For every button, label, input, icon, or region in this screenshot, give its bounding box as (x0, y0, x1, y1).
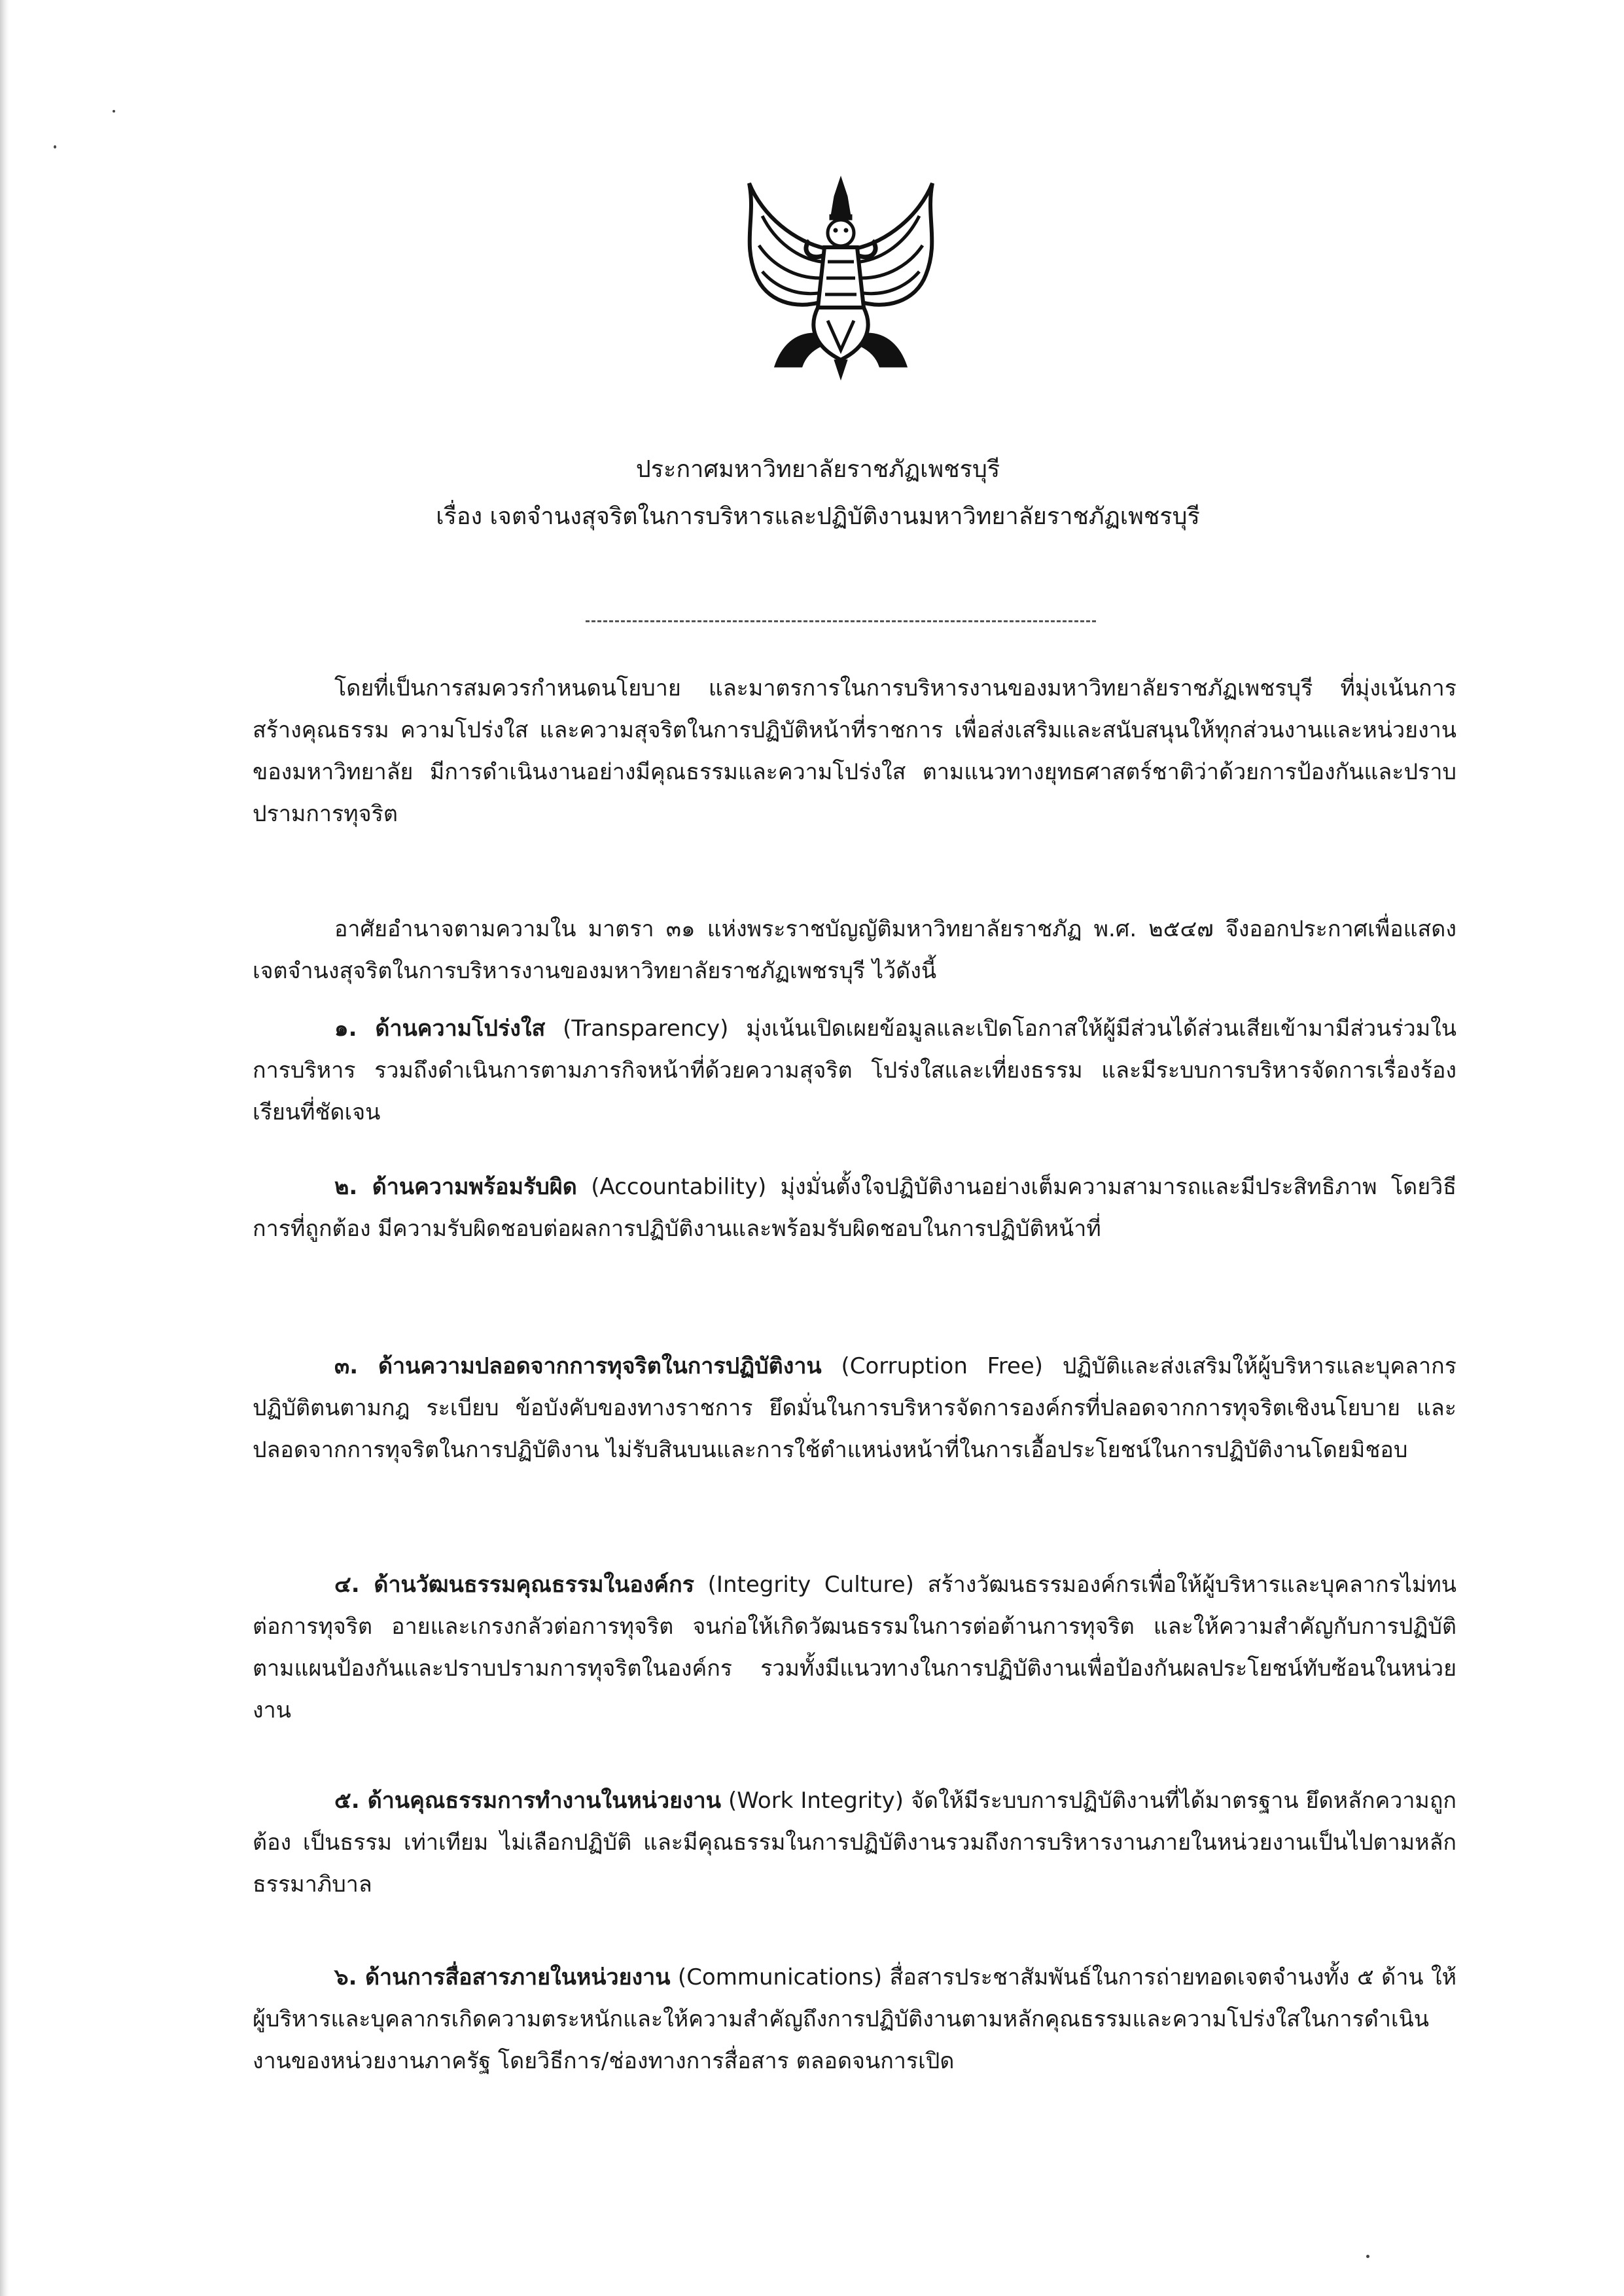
policy-item (253, 1008, 1456, 1133)
authority-paragraph (253, 908, 1456, 992)
policy-item (253, 1345, 1456, 1471)
intro-paragraph (253, 667, 1456, 835)
policy-item-heading: ๖. ด้านการสื่อสารภายในหน่วยงาน (334, 1964, 671, 1990)
scan-edge-shadow (0, 0, 9, 2296)
policy-item-heading: ๔. ด้านวัฒนธรรมคุณธรรมในองค์กร (334, 1572, 694, 1598)
policy-item-body: (Accountability) มุ่งมั่นตั้งใจปฏิบัติงานอย่างเต็มความสามารถและมีประสิทธิภาพ โดยวิธีการที่ถูกต้อง มีความรับผิดชอบต่อผลการปฏิบัติงานและพร้อมรับผิดชอบในการปฏิบัติหน้าที่ (253, 1174, 1456, 1242)
policy-item (253, 1780, 1456, 1905)
policy-item (253, 1956, 1456, 2082)
policy-item-heading: ๕. ด้านคุณธรรมการทำงานในหน่วยงาน (334, 1788, 721, 1814)
policy-item-heading: ๑. ด้านความโปร่งใส (334, 1016, 546, 1042)
scan-speck (1366, 2255, 1369, 2258)
policy-item-heading: ๓. ด้านความปลอดจากการทุจริตในการปฏิบัติงาน (334, 1353, 822, 1379)
scan-speck (113, 110, 115, 113)
policy-item-body: (Integrity Culture) สร้างวัฒนธรรมองค์กรเพื่อให้ผู้บริหารและบุคลากรไม่ทนต่อการทุจริต อายและเกรงกลัวต่อการทุจริต จนก่อให้เกิดวัฒนธรรมในการต่อต้านการทุจริต และให้ความสำคัญกับการปฏิบัติตามแผนป้องกันและปราบปรามการทุจริตในองค์กร รวมทั้งมีแนวทางในการปฏิบัติงานเพื่อป้องกันผลประโยชน์ทับซ้อนในหน่วยงาน (253, 1572, 1456, 1723)
announcement-title: ประกาศมหาวิทยาลัยราชภัฏเพชรบุรี (635, 456, 1000, 483)
policy-item-body: (Corruption Free) ปฏิบัติและส่งเสริมให้ผู้บริหารและบุคลากรปฏิบัติตนตามกฎ ระเบียบ ข้อบังคับของทางราชการ ยึดมั่นในการบริหารจัดการองค์กรที่ปลอดจากการทุจริตเชิงนโยบาย และปลอดจากการทุจริตในการปฏิบัติงาน ไม่รับสินบนและการใช้ตำแหน่งหน้าที่ในการเอื้อประโยชน์ในการปฏิบัติงานโดยมิชอบ (253, 1353, 1456, 1463)
policy-item-heading: ๒. ด้านความพร้อมรับผิด (334, 1174, 577, 1200)
title-divider (586, 620, 1096, 622)
subject-line: เรื่อง เจตจำนงสุจริตในการบริหารและปฏิบัติงานมหาวิทยาลัยราชภัฏเพชรบุรี (436, 503, 1200, 530)
policy-item (253, 1564, 1456, 1731)
intro-paragraph-text: โดยที่เป็นการสมควรกำหนดนโยบาย และมาตรการในการบริหารงานของมหาวิทยาลัยราชภัฏเพชรบุรี ที่มุ่งเน้นการสร้างคุณธรรม ความโปร่งใส และความสุจริตในการปฏิบัติหน้าที่ราชการ เพื่อส่งเสริมและสนับสนุนให้ทุกส่วนงานและหน่วยงานของมหาวิทยาลัย มีการดำเนินงานอย่างมีคุณธรรมและความโปร่งใส ตามแนวทางยุทธศาสตร์ชาติว่าด้วยการป้องกันและปราบปรามการทุจริต (253, 675, 1456, 827)
garuda-emblem-icon (736, 170, 945, 386)
scan-speck (54, 145, 56, 149)
policy-item-body: (Communications) สื่อสารประชาสัมพันธ์ในการถ่ายทอดเจตจำนงทั้ง ๕ ด้าน ให้ผู้บริหารและบุคลากรเกิดความตระหนักและให้ความสำคัญถึงการปฏิบัติงานตามหลักคุณธรรมและความโปร่งใสในการดำเนินงานของหน่วยงานภาครัฐ โดยวิธีการ/ช่องทางการสื่อสาร ตลอดจนการเปิด (253, 1964, 1456, 2074)
policy-item-body: (Transparency) มุ่งเน้นเปิดเผยข้อมูลและเปิดโอกาสให้ผู้มีส่วนได้ส่วนเสียเข้ามามีส่วนร่วมในการบริหาร รวมถึงดำเนินการตามภารกิจหน้าที่ด้วยความสุจริต โปร่งใสและเที่ยงธรรม และมีระบบการบริหารจัดการเรื่องร้องเรียนที่ชัดเจน (253, 1016, 1456, 1125)
policy-item (253, 1166, 1456, 1250)
policy-item-body: (Work Integrity) จัดให้มีระบบการปฏิบัติงานที่ได้มาตรฐาน ยึดหลักความถูกต้อง เป็นธรรม เท่าเทียม ไม่เลือกปฏิบัติ และมีคุณธรรมในการปฏิบัติงานรวมถึงการบริหารงานภายในหน่วยงานเป็นไปตามหลักธรรมาภิบาล (253, 1788, 1456, 1898)
authority-paragraph-text: อาศัยอำนาจตามความใน มาตรา ๓๑ แห่งพระราชบัญญัติมหาวิทยาลัยราชภัฏ พ.ศ. ๒๕๔๗ จึงออกประกาศเพื่อแสดงเจตจำนงสุจริตในการบริหารงานของมหาวิทยาลัยราชภัฏเพชรบุรี ไว้ดังนี้ (253, 916, 1456, 984)
